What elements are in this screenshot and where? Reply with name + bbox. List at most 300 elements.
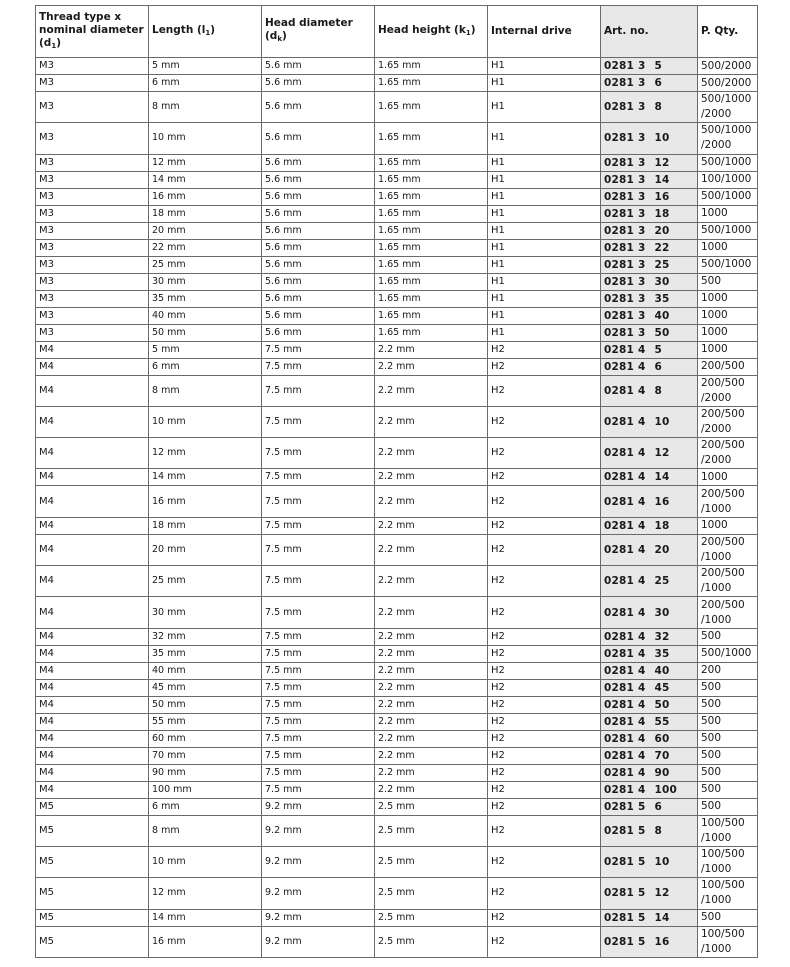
thread-cell: M5: [36, 909, 149, 926]
art-no-cell: [601, 747, 698, 764]
length-cell: 100 mm: [149, 781, 262, 798]
head-diameter-cell: 7.5 mm: [262, 781, 375, 798]
thread-cell: M4: [36, 375, 149, 406]
internal-drive-cell: H1: [488, 123, 601, 154]
art-no-group: 3: [638, 275, 646, 288]
pack-qty-cell: 1000: [698, 239, 758, 256]
art-no-number: 18: [654, 207, 670, 220]
pack-qty-cell: 100/500 /1000: [698, 878, 758, 909]
thread-cell: M4: [36, 764, 149, 781]
table-row: [36, 815, 758, 846]
internal-drive-cell: H2: [488, 798, 601, 815]
art-no-cell: [601, 58, 698, 75]
art-no-cell: [601, 341, 698, 358]
head-diameter-cell: 5.6 mm: [262, 256, 375, 273]
table-row: [36, 324, 758, 341]
length-cell: 32 mm: [149, 628, 262, 645]
head-height-cell: 1.65 mm: [375, 222, 488, 239]
art-no-group: 3: [638, 241, 646, 254]
art-no-group: 3: [638, 132, 646, 145]
art-no-group: 4: [638, 630, 646, 643]
header-internal-drive: Internal drive: [488, 6, 601, 58]
art-no-cell: [601, 123, 698, 154]
pack-qty-cell: 500/2000: [698, 75, 758, 92]
thread-cell: M4: [36, 645, 149, 662]
art-no-group: 5: [638, 856, 646, 869]
art-no-cell: [601, 566, 698, 597]
art-no-number: 25: [654, 575, 670, 588]
thread-cell: M4: [36, 597, 149, 628]
art-no-cell: [601, 909, 698, 926]
art-no-group: 5: [638, 887, 646, 900]
art-no-cell: [601, 645, 698, 662]
pack-qty-cell: 500: [698, 764, 758, 781]
length-cell: 25 mm: [149, 256, 262, 273]
head-diameter-cell: 7.5 mm: [262, 469, 375, 486]
head-diameter-cell: 7.5 mm: [262, 645, 375, 662]
thread-cell: M3: [36, 171, 149, 188]
art-no-cell: [601, 764, 698, 781]
art-no-base: 0281: [604, 360, 635, 373]
art-no-base: 0281: [604, 101, 635, 114]
internal-drive-cell: H1: [488, 239, 601, 256]
table-row: [36, 358, 758, 375]
art-no-cell: [601, 273, 698, 290]
art-no-number: 60: [654, 732, 670, 745]
pack-qty-cell: 100/1000: [698, 171, 758, 188]
art-no-number: 12: [654, 156, 670, 169]
art-no-base: 0281: [604, 173, 635, 186]
internal-drive-cell: H2: [488, 878, 601, 909]
table-row: [36, 713, 758, 730]
internal-drive-cell: H2: [488, 662, 601, 679]
pack-qty-cell: 1000: [698, 517, 758, 534]
length-cell: 40 mm: [149, 307, 262, 324]
internal-drive-cell: H1: [488, 154, 601, 171]
head-diameter-cell: 5.6 mm: [262, 239, 375, 256]
art-no-number: 90: [654, 766, 670, 779]
art-no-base: 0281: [604, 207, 635, 220]
art-no-cell: [601, 188, 698, 205]
pack-qty-cell: 1000: [698, 469, 758, 486]
art-no-cell: [601, 92, 698, 123]
pack-qty-cell: 1000: [698, 324, 758, 341]
length-cell: 16 mm: [149, 926, 262, 957]
head-diameter-cell: 7.5 mm: [262, 679, 375, 696]
length-cell: 30 mm: [149, 597, 262, 628]
internal-drive-cell: H2: [488, 486, 601, 517]
art-no-cell: [601, 406, 698, 437]
internal-drive-cell: H1: [488, 307, 601, 324]
art-no-cell: [601, 307, 698, 324]
art-no-group: 4: [638, 416, 646, 429]
table-row: [36, 92, 758, 123]
thread-cell: M5: [36, 798, 149, 815]
length-cell: 8 mm: [149, 815, 262, 846]
head-height-cell: 2.2 mm: [375, 679, 488, 696]
thread-cell: M3: [36, 239, 149, 256]
pack-qty-cell: 100/500 /1000: [698, 846, 758, 877]
internal-drive-cell: H2: [488, 597, 601, 628]
table-row: [36, 188, 758, 205]
length-cell: 10 mm: [149, 406, 262, 437]
art-no-group: 5: [638, 800, 646, 813]
art-no-number: 70: [654, 749, 670, 762]
length-cell: 8 mm: [149, 92, 262, 123]
art-no-base: 0281: [604, 664, 635, 677]
table-row: [36, 375, 758, 406]
art-no-number: 6: [654, 800, 663, 813]
art-no-group: 3: [638, 101, 646, 114]
pack-qty-cell: 500: [698, 747, 758, 764]
art-no-group: 4: [638, 519, 646, 532]
pack-qty-cell: 200/500 /1000: [698, 534, 758, 565]
art-no-base: 0281: [604, 715, 635, 728]
art-no-number: 32: [654, 630, 670, 643]
length-cell: 18 mm: [149, 517, 262, 534]
head-height-cell: 2.2 mm: [375, 358, 488, 375]
art-no-base: 0281: [604, 606, 635, 619]
art-no-number: 20: [654, 543, 670, 556]
internal-drive-cell: H1: [488, 58, 601, 75]
internal-drive-cell: H2: [488, 628, 601, 645]
length-cell: 30 mm: [149, 273, 262, 290]
head-height-cell: 2.2 mm: [375, 781, 488, 798]
head-height-cell: 2.2 mm: [375, 406, 488, 437]
internal-drive-cell: H2: [488, 764, 601, 781]
head-height-cell: 2.2 mm: [375, 764, 488, 781]
head-height-cell: 2.2 mm: [375, 747, 488, 764]
internal-drive-cell: H2: [488, 375, 601, 406]
head-height-cell: 2.2 mm: [375, 438, 488, 469]
art-no-base: 0281: [604, 766, 635, 779]
head-diameter-cell: 5.6 mm: [262, 290, 375, 307]
art-no-group: 3: [638, 224, 646, 237]
art-no-cell: [601, 290, 698, 307]
table-row: [36, 878, 758, 909]
art-no-cell: [601, 798, 698, 815]
internal-drive-cell: H2: [488, 438, 601, 469]
thread-cell: M4: [36, 486, 149, 517]
length-cell: 6 mm: [149, 798, 262, 815]
pack-qty-cell: 1000: [698, 341, 758, 358]
thread-cell: M4: [36, 406, 149, 437]
art-no-base: 0281: [604, 935, 635, 948]
art-no-number: 10: [654, 856, 670, 869]
head-height-cell: 1.65 mm: [375, 256, 488, 273]
head-diameter-cell: 9.2 mm: [262, 909, 375, 926]
internal-drive-cell: H2: [488, 846, 601, 877]
head-height-cell: 2.2 mm: [375, 341, 488, 358]
art-no-group: 3: [638, 207, 646, 220]
art-no-cell: [601, 846, 698, 877]
table-row: [36, 781, 758, 798]
head-diameter-cell: 9.2 mm: [262, 926, 375, 957]
pack-qty-cell: 500: [698, 798, 758, 815]
art-no-base: 0281: [604, 647, 635, 660]
thread-cell: M4: [36, 628, 149, 645]
length-cell: 45 mm: [149, 679, 262, 696]
length-cell: 10 mm: [149, 846, 262, 877]
head-height-cell: 1.65 mm: [375, 239, 488, 256]
art-no-group: 4: [638, 732, 646, 745]
thread-cell: M3: [36, 324, 149, 341]
thread-cell: M3: [36, 222, 149, 239]
art-no-cell: [601, 375, 698, 406]
header-p-qty: P. Qty.: [698, 6, 758, 58]
head-height-cell: 2.2 mm: [375, 469, 488, 486]
art-no-cell: [601, 256, 698, 273]
head-height-cell: 2.5 mm: [375, 798, 488, 815]
table-row: [36, 307, 758, 324]
art-no-base: 0281: [604, 292, 635, 305]
art-no-base: 0281: [604, 856, 635, 869]
head-diameter-cell: 7.5 mm: [262, 730, 375, 747]
pack-qty-cell: 1000: [698, 307, 758, 324]
thread-cell: M4: [36, 566, 149, 597]
length-cell: 20 mm: [149, 222, 262, 239]
head-height-cell: 1.65 mm: [375, 188, 488, 205]
internal-drive-cell: H2: [488, 645, 601, 662]
art-no-group: 3: [638, 77, 646, 89]
art-no-number: 8: [654, 101, 663, 114]
art-no-base: 0281: [604, 343, 635, 356]
pack-qty-cell: 500/2000: [698, 58, 758, 75]
art-no-group: 3: [638, 60, 646, 72]
art-no-cell: [601, 597, 698, 628]
table-row: [36, 58, 758, 75]
head-height-cell: 2.2 mm: [375, 696, 488, 713]
table-row: [36, 628, 758, 645]
art-no-base: 0281: [604, 241, 635, 254]
length-cell: 35 mm: [149, 290, 262, 307]
head-diameter-cell: 5.6 mm: [262, 205, 375, 222]
head-height-cell: 1.65 mm: [375, 75, 488, 92]
art-no-base: 0281: [604, 749, 635, 762]
table-row: [36, 222, 758, 239]
internal-drive-cell: H2: [488, 406, 601, 437]
length-cell: 50 mm: [149, 324, 262, 341]
art-no-base: 0281: [604, 681, 635, 694]
art-no-number: 25: [654, 258, 670, 271]
art-no-number: 14: [654, 471, 670, 484]
art-no-base: 0281: [604, 132, 635, 145]
art-no-number: 100: [654, 783, 678, 796]
head-height-cell: 2.2 mm: [375, 375, 488, 406]
art-no-base: 0281: [604, 275, 635, 288]
art-no-number: 40: [654, 309, 670, 322]
table-row: [36, 747, 758, 764]
table-row: [36, 154, 758, 171]
internal-drive-cell: H2: [488, 358, 601, 375]
length-cell: 25 mm: [149, 566, 262, 597]
art-no-number: 16: [654, 190, 670, 203]
internal-drive-cell: H1: [488, 75, 601, 92]
art-no-group: 3: [638, 190, 646, 203]
thread-cell: M4: [36, 781, 149, 798]
length-cell: 35 mm: [149, 645, 262, 662]
art-no-group: 4: [638, 543, 646, 556]
table-row: [36, 341, 758, 358]
art-no-base: 0281: [604, 416, 635, 429]
head-diameter-cell: 7.5 mm: [262, 486, 375, 517]
table-row: [36, 534, 758, 565]
table-row: [36, 75, 758, 92]
art-no-cell: [601, 469, 698, 486]
head-height-cell: 2.2 mm: [375, 566, 488, 597]
head-height-cell: 1.65 mm: [375, 154, 488, 171]
head-height-cell: 2.2 mm: [375, 628, 488, 645]
head-height-cell: 2.5 mm: [375, 815, 488, 846]
art-no-base: 0281: [604, 77, 635, 89]
thread-cell: M5: [36, 846, 149, 877]
art-no-number: 20: [654, 224, 670, 237]
table-row: [36, 798, 758, 815]
head-diameter-cell: 7.5 mm: [262, 628, 375, 645]
internal-drive-cell: H2: [488, 909, 601, 926]
length-cell: 12 mm: [149, 878, 262, 909]
head-height-cell: 1.65 mm: [375, 290, 488, 307]
length-cell: 70 mm: [149, 747, 262, 764]
head-diameter-cell: 7.5 mm: [262, 713, 375, 730]
art-no-base: 0281: [604, 519, 635, 532]
head-height-cell: 1.65 mm: [375, 171, 488, 188]
art-no-group: 4: [638, 447, 646, 460]
art-no-cell: [601, 154, 698, 171]
head-diameter-cell: 5.6 mm: [262, 324, 375, 341]
art-no-number: 35: [654, 647, 670, 660]
length-cell: 90 mm: [149, 764, 262, 781]
art-no-group: 4: [638, 575, 646, 588]
internal-drive-cell: H1: [488, 188, 601, 205]
head-height-cell: 1.65 mm: [375, 92, 488, 123]
table-body: [36, 58, 758, 958]
table-row: [36, 406, 758, 437]
art-no-number: 5: [654, 343, 663, 356]
internal-drive-cell: H2: [488, 469, 601, 486]
art-no-base: 0281: [604, 384, 635, 397]
internal-drive-cell: H2: [488, 679, 601, 696]
art-no-cell: [601, 713, 698, 730]
thread-cell: M3: [36, 205, 149, 222]
head-height-cell: 2.2 mm: [375, 662, 488, 679]
art-no-number: 10: [654, 416, 670, 429]
table-row: [36, 290, 758, 307]
internal-drive-cell: H1: [488, 205, 601, 222]
art-no-base: 0281: [604, 309, 635, 322]
table-row: [36, 566, 758, 597]
art-no-group: 4: [638, 495, 646, 508]
head-diameter-cell: 5.6 mm: [262, 58, 375, 75]
header-thread-type: Thread type x nominal diameter $(d_1)$: [36, 6, 149, 58]
art-no-base: 0281: [604, 887, 635, 900]
head-diameter-cell: 7.5 mm: [262, 764, 375, 781]
pack-qty-cell: 200/500 /1000: [698, 566, 758, 597]
art-no-group: 3: [638, 292, 646, 305]
art-no-number: 50: [654, 326, 670, 339]
pack-qty-cell: 200/500 /2000: [698, 406, 758, 437]
art-no-number: 16: [654, 495, 670, 508]
pack-qty-cell: 500: [698, 628, 758, 645]
art-no-number: 8: [654, 384, 663, 397]
art-no-base: 0281: [604, 630, 635, 643]
art-no-group: 4: [638, 783, 646, 796]
pack-qty-cell: 500/1000: [698, 256, 758, 273]
pack-qty-cell: 100/500 /1000: [698, 926, 758, 957]
art-no-cell: [601, 679, 698, 696]
internal-drive-cell: H1: [488, 273, 601, 290]
head-height-cell: 1.65 mm: [375, 324, 488, 341]
head-height-cell: 2.5 mm: [375, 909, 488, 926]
head-diameter-cell: 5.6 mm: [262, 92, 375, 123]
thread-cell: M4: [36, 696, 149, 713]
head-height-cell: 2.5 mm: [375, 878, 488, 909]
thread-cell: M4: [36, 438, 149, 469]
art-no-base: 0281: [604, 698, 635, 711]
head-diameter-cell: 5.6 mm: [262, 307, 375, 324]
product-spec-table: [35, 5, 758, 958]
art-no-number: 18: [654, 519, 670, 532]
art-no-number: 5: [654, 60, 663, 72]
internal-drive-cell: H2: [488, 747, 601, 764]
length-cell: 6 mm: [149, 75, 262, 92]
head-diameter-cell: 7.5 mm: [262, 358, 375, 375]
thread-cell: M3: [36, 154, 149, 171]
internal-drive-cell: H1: [488, 171, 601, 188]
art-no-base: 0281: [604, 732, 635, 745]
head-height-cell: 1.65 mm: [375, 307, 488, 324]
thread-cell: M3: [36, 58, 149, 75]
art-no-number: 30: [654, 606, 670, 619]
pack-qty-cell: 500: [698, 909, 758, 926]
table-row: [36, 645, 758, 662]
art-no-cell: [601, 358, 698, 375]
thread-cell: M5: [36, 815, 149, 846]
art-no-group: 4: [638, 681, 646, 694]
length-cell: 20 mm: [149, 534, 262, 565]
art-no-number: 45: [654, 681, 670, 694]
table-row: [36, 764, 758, 781]
thread-cell: M3: [36, 273, 149, 290]
art-no-cell: [601, 696, 698, 713]
pack-qty-cell: 500: [698, 679, 758, 696]
head-diameter-cell: 7.5 mm: [262, 341, 375, 358]
length-cell: 12 mm: [149, 438, 262, 469]
table-row: [36, 239, 758, 256]
art-no-group: 3: [638, 309, 646, 322]
internal-drive-cell: H2: [488, 815, 601, 846]
internal-drive-cell: H2: [488, 696, 601, 713]
pack-qty-cell: 200/500 /1000: [698, 486, 758, 517]
pack-qty-cell: 200/500 /1000: [698, 597, 758, 628]
art-no-base: 0281: [604, 800, 635, 813]
pack-qty-cell: 500: [698, 713, 758, 730]
thread-cell: M4: [36, 730, 149, 747]
head-diameter-cell: 5.6 mm: [262, 222, 375, 239]
art-no-number: 55: [654, 715, 670, 728]
art-no-base: 0281: [604, 824, 635, 837]
art-no-number: 14: [654, 911, 670, 924]
art-no-base: 0281: [604, 543, 635, 556]
thread-cell: M3: [36, 123, 149, 154]
table-row: [36, 486, 758, 517]
table-row: [36, 438, 758, 469]
internal-drive-cell: H1: [488, 256, 601, 273]
table-row: [36, 926, 758, 957]
art-no-number: 30: [654, 275, 670, 288]
thread-cell: M4: [36, 358, 149, 375]
length-cell: 14 mm: [149, 909, 262, 926]
